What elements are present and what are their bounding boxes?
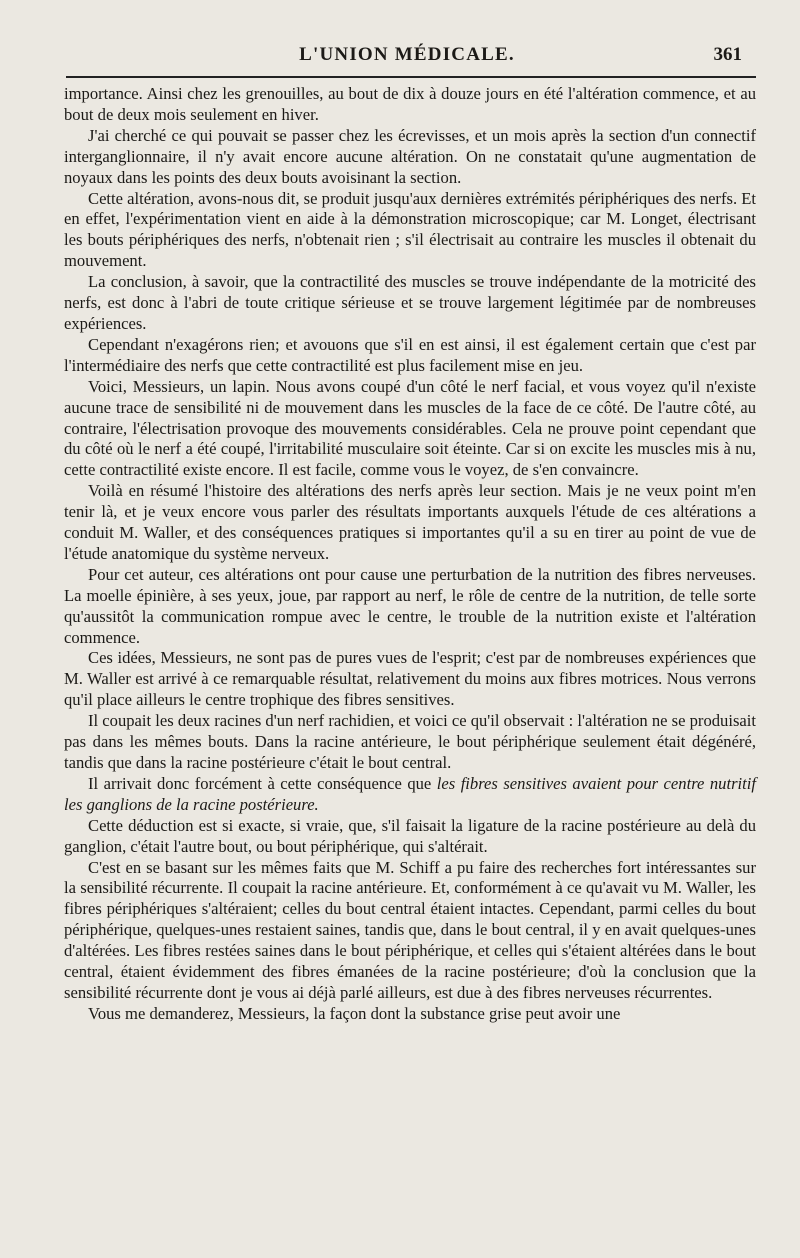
paragraph: Vous me demanderez, Messieurs, la façon dont la substance grise peut avoir une <box>88 1003 621 1023</box>
paragraph: importance. Ainsi chez les grenouilles, au bout de dix à douze jours en été l'altération commence, et au bout de deux mois seulement en hiver. <box>64 84 756 124</box>
running-title: L'UNION MÉDICALE. <box>299 44 515 65</box>
paragraph: Ces idées, Messieurs, ne sont pas de pures vues de l'esprit; c'est par de nombreuses expériences que M. Waller est arrivé à ce remarquable résultat, relativement du moins aux fibres motrices. Nous verrons qu'il place ailleurs le centre trophique des fibres sensitives. <box>64 648 756 710</box>
paragraph: Voici, Messieurs, un lapin. Nous avons coupé d'un côté le nerf facial, et vous voyez qu'il n'existe aucune trace de sensibilité ni de mouvement dans les muscles de la face de ce côté. De l'autre côté, au contraire, l'électrisation provoque des mouvements considérables. Cela ne prouve point cependant que du côté où le nerf a été coupé, l'irritabilité musculaire soit éteinte. Car si on excite les muscles mis à nu, cette contractilité existe encore. Il est facile, comme vous le voyez, de s'en convaincre. <box>64 376 756 480</box>
header-rule <box>66 76 756 78</box>
article-body <box>64 84 756 1025</box>
paragraph: Il coupait les deux racines d'un nerf rachidien, et voici ce qu'il observait : l'altération ne se produisait pas dans les mêmes bouts. Dans la racine antérieure, le bout périphérique seulement était dégénéré, tandis que dans la racine postérieure c'était le bout central. <box>64 711 756 772</box>
paragraph: C'est en se basant sur les mêmes faits que M. Schiff a pu faire des recherches fort intéressantes sur la sensibilité récurrente. Il coupait la racine antérieure. Et, conformément à ce qu'avait vu M. Waller, les fibres périphériques s'altéraient; celles du bout central étaient intactes. Cependant, parmi celles du bout périphérique, quelques-unes restaient saines, tandis que, dans le bout central, il y en avait quelques-unes d'altérées. Les fibres restées saines dans le bout périphérique, et celles qui s'étaient altérées dans le bout central, étaient évidemment des fibres émanées de la racine postérieure; d'où la conclusion que la sensibilité récurrente dont je vous ai déjà parlé ailleurs, est due à des fibres nerveuses récurrentes. <box>64 857 756 1002</box>
paragraph: La conclusion, à savoir, que la contractilité des muscles se trouve indépendante de la motricité des nerfs, est donc à l'abri de toute critique sérieuse et se trouve largement légitimée par de nombreuses expériences. <box>64 272 756 333</box>
paragraph: Pour cet auteur, ces altérations ont pour cause une perturbation de la nutrition des fibres nerveuses. La moelle épinière, à ses yeux, joue, par rapport au nerf, le rôle de centre de la nutrition, de telle sorte qu'aussitôt la communication rompue avec le centre, le trouble de la nutrition existe et l'altération commence. <box>64 564 756 647</box>
paragraph: Cependant n'exagérons rien; et avouons que s'il en est ainsi, il est également certain que c'est par l'intermédiaire des nerfs que cette contractilité est plus facilement mise en jeu. <box>64 334 756 375</box>
paragraph: Cette déduction est si exacte, si vraie, que, s'il faisait la ligature de la racine postérieure au delà du ganglion, c'était l'autre bout, ou bout périphérique, qui s'altérait. <box>64 815 756 856</box>
paragraph: Cette altération, avons-nous dit, se produit jusqu'aux dernières extrémités périphériques des nerfs. Et en effet, l'expérimentation vient en aide à la démonstration microscopique; car M. Longet, électrisant les bouts périphériques des nerfs, n'obtenait rien ; s'il électrisait au contraire les muscles il obtenait du mouvement. <box>64 188 756 271</box>
paragraph: J'ai cherché ce qui pouvait se passer chez les écrevisses, et un mois après la section d'un connectif interganglionnaire, il n'y avait encore aucune altération. On ne constatait qu'une augmentation de noyaux dans les points des deux bouts avoisinant la section. <box>64 125 756 187</box>
italic-emphasis: les fibres sensitives avaient pour centre nutritif les ganglions de la racine postérieure. <box>64 773 756 814</box>
paragraph: Il arrivait donc forcément à cette conséquence que les fibres sensitives avaient pour centre nutritif les ganglions de la racine postérieure. <box>64 773 756 814</box>
paragraph: Voilà en résumé l'histoire des altérations des nerfs après leur section. Mais je ne veux point m'en tenir là, et je veux encore vous parler des résultats importants auxquels l'étude de ces altérations a conduit M. Waller, et des conséquences pratiques si importantes qu'il a su en tirer au point de vue de l'étude anatomique du système nerveux. <box>64 481 756 563</box>
page-header <box>62 44 752 72</box>
page-number: 361 <box>713 44 742 65</box>
